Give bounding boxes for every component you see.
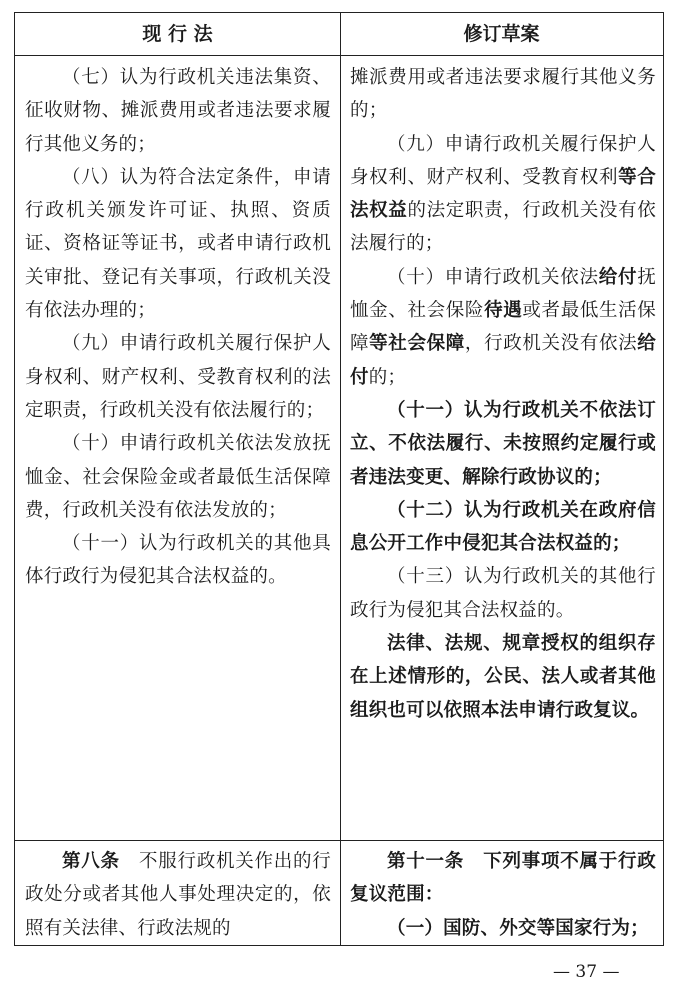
amended-text: 法律、法规、规章授权的组织存在上述情形的，公民、法人或者其他组织也可以依照本法申请行政复议。 xyxy=(350,633,656,721)
amended-text: （十一）认为行政机关不依法订立、不依法履行、未按照约定履行或者违法变更、解除行政协议的； xyxy=(350,399,656,488)
text-run: 的； xyxy=(368,366,407,388)
amended-text: （一）国防、外交等国家行为； xyxy=(387,917,649,939)
text-run: 的法定职责，行政机关没有依法履行的； xyxy=(350,200,656,255)
page-number: — 37 — xyxy=(553,962,620,982)
article-11 xyxy=(350,845,656,945)
amended-text: 下列事项不属于行政复议范围： xyxy=(350,851,656,906)
amended-text: 待遇 xyxy=(484,300,523,322)
authorized-organization-clause xyxy=(350,627,656,727)
article-8 xyxy=(25,845,331,945)
text-run: 不服行政机关作出的行政处分或者其他人事处理决定的，依照有关法律、行政法规的 xyxy=(25,851,331,939)
column-divider xyxy=(340,13,341,945)
draft-clause-13: （十三）认为行政机关的其他行政行为侵犯其合法权益的。 xyxy=(350,566,656,621)
header-revision-draft: 修订草案 xyxy=(463,23,540,45)
draft-clause-11 xyxy=(350,394,656,494)
header-current-law: 现 行 法 xyxy=(142,23,213,45)
text-run: 抚恤金、社会保险 xyxy=(350,266,657,322)
text-run: ，行政机关没有依法 xyxy=(464,333,638,355)
row-divider xyxy=(15,840,663,841)
draft-clause-12 xyxy=(350,494,656,561)
draft-clause-10 xyxy=(350,261,656,394)
clause-8: （八）认为符合法定条件，申请行政机关颁发许可证、执照、资质证、资格证等证书，或者申请行政机关审批、登记有关事项，行政机关没有依法办理的； xyxy=(25,166,331,322)
header-divider xyxy=(15,55,663,56)
revision-draft-clauses xyxy=(350,61,656,727)
clause-continued: 摊派费用或者违法要求履行其他义务的； xyxy=(350,67,656,122)
comparison-table xyxy=(14,12,664,946)
amended-text: （十二）认为行政机关在政府信息公开工作中侵犯其合法权益的； xyxy=(350,499,656,555)
draft-clause-9 xyxy=(350,128,656,261)
amended-text: 等合法权益 xyxy=(350,166,656,222)
clause-9: （九）申请行政机关履行保护人身权利、财产权利、受教育权利的法定职责，行政机关没有依法履行的； xyxy=(25,333,331,421)
clause-10: （十）申请行政机关依法发放抚恤金、社会保险金或者最低生活保障费，行政机关没有依法发放的； xyxy=(25,433,331,521)
article-11-item-1 xyxy=(350,912,656,945)
article-number: 第十一条 xyxy=(387,851,465,872)
current-law-clauses xyxy=(25,61,331,594)
text-run: （九）申请行政机关履行保护人身权利、财产权利、受教育权利 xyxy=(350,133,656,188)
amended-text: 给付 xyxy=(598,266,638,288)
article-8-text xyxy=(25,845,331,945)
article-number: 第八条 xyxy=(62,851,120,872)
text-run: （十）申请行政机关依法 xyxy=(387,266,599,288)
text-run: 或者最低生活保障 xyxy=(350,300,657,355)
clause-11: （十一）认为行政机关的其他具体行政行为侵犯其合法权益的。 xyxy=(25,533,331,588)
amended-text: 给付 xyxy=(350,333,656,388)
article-11-text xyxy=(350,845,656,912)
amended-text: 等社会保障 xyxy=(369,333,465,355)
clause-7: （七）认为行政机关违法集资、征收财物、摊派费用或者违法要求履行其他义务的； xyxy=(25,67,331,155)
